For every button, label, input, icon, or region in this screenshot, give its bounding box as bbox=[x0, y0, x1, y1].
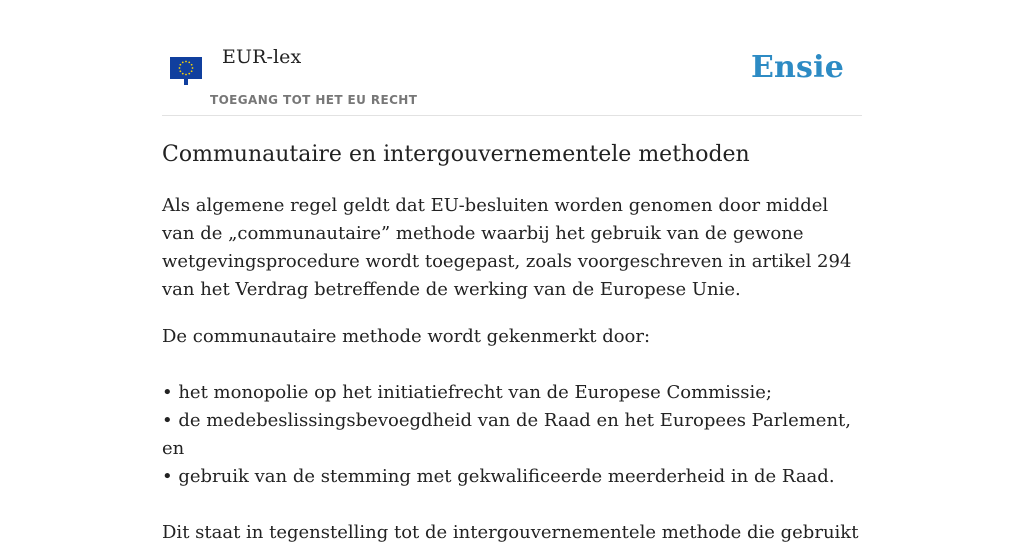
site-tagline: TOEGANG TOT HET EU RECHT bbox=[210, 93, 418, 107]
article-title: Communautaire en intergouvernementele methoden bbox=[162, 142, 750, 167]
article-paragraph: De communautaire methode wordt gekenmerkt door: bbox=[162, 326, 651, 347]
flag-star bbox=[182, 73, 184, 75]
site-header bbox=[162, 28, 862, 116]
flag-star bbox=[179, 70, 181, 72]
article-paragraph: Dit staat in tegenstelling tot de intergouvernementele methode die gebruikt bbox=[162, 522, 859, 543]
list-item: • de medebeslissingsbevoegdheid van de Raad en het Europees Parlement, en bbox=[162, 407, 862, 463]
flag-star bbox=[185, 61, 187, 63]
flag-star bbox=[179, 64, 181, 66]
list-item: • het monopolie op het initiatiefrecht van de Europese Commissie; bbox=[162, 379, 862, 407]
list-item: • gebruik van de stemming met gekwalificeerde meerderheid in de Raad. bbox=[162, 463, 862, 491]
flag-star bbox=[192, 67, 194, 69]
flag-star bbox=[191, 64, 193, 66]
flag-star bbox=[188, 61, 190, 63]
flag-star bbox=[185, 74, 187, 76]
brand-logo[interactable]: Ensie bbox=[750, 50, 844, 85]
flag-star bbox=[179, 67, 181, 69]
article-content bbox=[162, 136, 862, 547]
flag-star bbox=[188, 73, 190, 75]
characteristics-list bbox=[162, 379, 862, 491]
eu-flag-icon[interactable] bbox=[169, 56, 203, 86]
flag-field bbox=[170, 57, 202, 79]
flag-pole bbox=[184, 79, 188, 85]
article-paragraph: Als algemene regel geldt dat EU-besluiten worden genomen door middel van de „communautaire” methode waarbij het gebruik van de gewone wetgevingsprocedure wordt toegepast, zoals voorgeschreven in artikel 294 van het Verdrag betreffende de werking van de Europese Unie. bbox=[162, 195, 852, 300]
flag-star bbox=[191, 70, 193, 72]
flag-star bbox=[182, 61, 184, 63]
site-name[interactable]: EUR-lex bbox=[222, 46, 302, 68]
